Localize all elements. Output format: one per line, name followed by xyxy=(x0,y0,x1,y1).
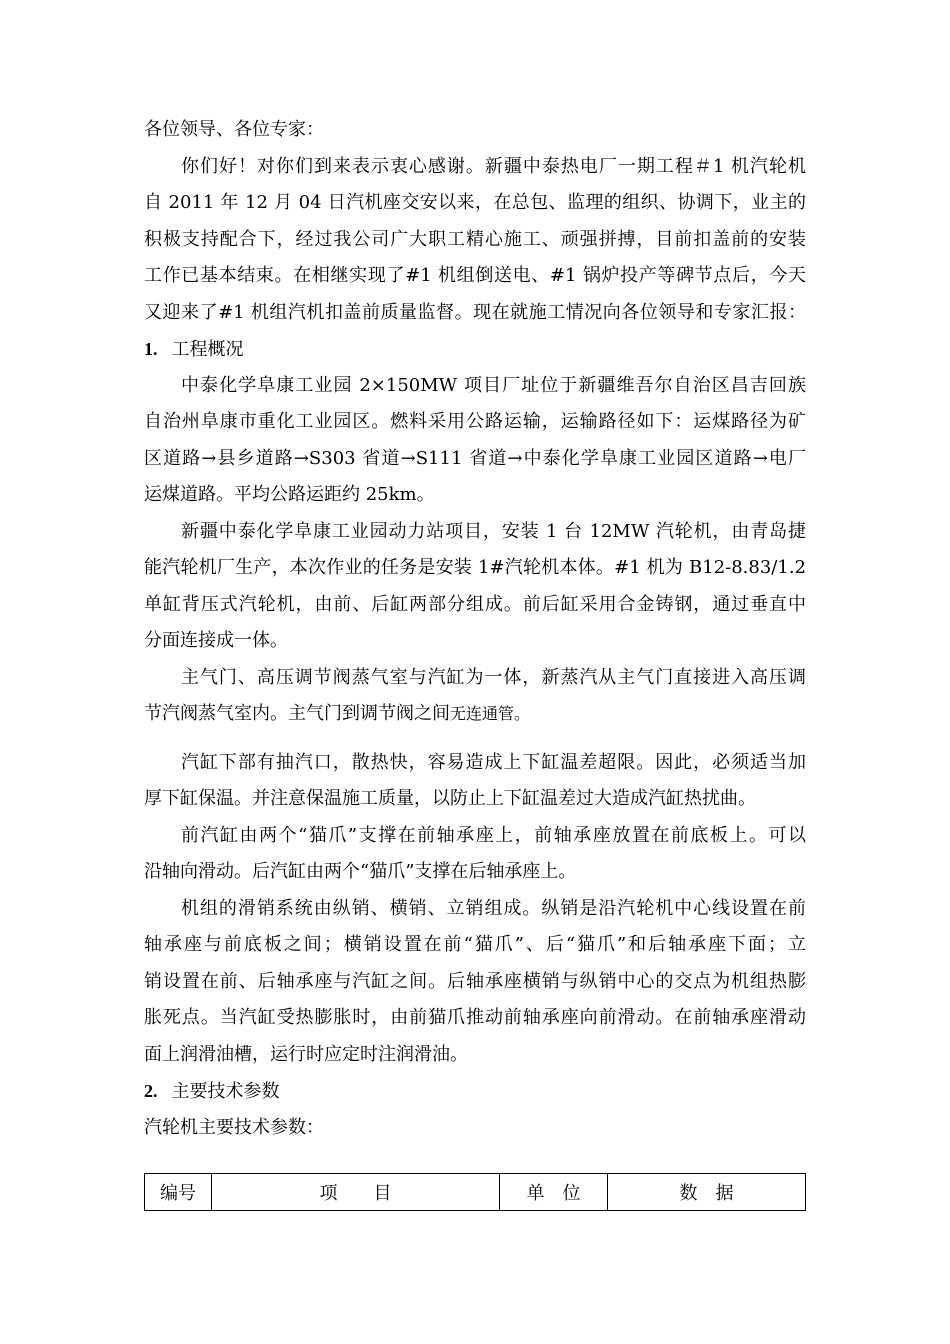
paragraph-line: 厚下缸保温。并注意保温施工质量，以防止上下缸温差过大造成汽缸热扰曲。 xyxy=(144,788,756,809)
salutation: 各位领导、各位专家： xyxy=(144,119,324,140)
paragraph-line xyxy=(144,696,806,733)
paragraph-line: 前汽缸由两个“猫爪”支撑在前轴承座上，前轴承座放置在前底板上。可以 xyxy=(181,824,806,846)
paragraph-line: 运煤道路。平均公路运距约 25km。 xyxy=(144,484,435,505)
paragraph-line: 主气门、高压调节阀蒸气室与汽缸为一体，新蒸汽从主气门直接进入高压调 xyxy=(181,666,806,688)
table-header-cell: 编号 xyxy=(145,1174,212,1211)
table-header-cell: 单 位 xyxy=(500,1174,608,1211)
intro-line: 自 2011 年 12 月 04 日汽机座交安以来，在总包、监理的组织、协调下，业主的 xyxy=(144,192,806,213)
section-title: 主要技术参数 xyxy=(171,1081,280,1102)
paragraph-line: 胀死点。当汽缸受热膨胀时，由前猫爪推动前轴承座向前滑动。在前轴承座滑动 xyxy=(144,1007,806,1028)
paragraph-line: 销设置在前、后轴承座与汽缸之间。后轴承座横销与纵销中心的交点为机组热膨 xyxy=(144,970,806,992)
intro-line: 积极支持配合下，经过我公司广大职工精心施工、顽强拼搏，目前扣盖前的安装 xyxy=(144,228,806,250)
paragraph-line: 沿轴向滑动。后汽缸由两个“猫爪”支撑在后轴承座上。 xyxy=(144,861,577,882)
paragraph-line: 区道路→县乡道路→S303 省道→S111 省道→中泰化学阜康工业园区道路→电厂 xyxy=(144,447,806,469)
paragraph-line: 自治州阜康市重化工业园区。燃料采用公路运输，运输路径如下：运煤路径为矿 xyxy=(144,411,806,432)
table-header-cell: 项 目 xyxy=(212,1174,500,1211)
section-number: 1. xyxy=(144,339,158,359)
section-2-heading xyxy=(144,1073,806,1110)
intro-line: 工作已基本结束。在相继实现了#1 机组倒送电、#1 锅炉投产等碑节点后，今天 xyxy=(144,265,806,286)
intro-line: 你们好！对你们到来表示衷心感谢。新疆中泰热电厂一期工程＃1 机汽轮机 xyxy=(181,155,806,177)
paragraph-line: 新疆中泰化学阜康工业园动力站项目，安装 1 台 12MW 汽轮机，由青岛捷 xyxy=(181,520,806,542)
paragraph-line: 轴承座与前底板之间；横销设置在前“猫爪”、后“猫爪”和后轴承座下面；立 xyxy=(144,934,806,955)
document-page xyxy=(144,112,806,1204)
paragraph-line: 机组的滑销系统由纵销、横销、立销组成。纵销是沿汽轮机中心线设置在前 xyxy=(181,897,806,919)
section-1-heading xyxy=(144,331,806,368)
paragraph-text-small: 无连通管。 xyxy=(450,704,531,723)
parameter-table xyxy=(144,1173,806,1211)
table-header-row xyxy=(145,1174,806,1211)
paragraph-line: 单缸背压式汽轮机，由前、后缸两部分组成。前后缸采用合金铸钢，通过垂直中 xyxy=(144,593,806,615)
paragraph-line: 中泰化学阜康工业园 2×150MW 项目厂址位于新疆维吾尔自治区昌吉回族 xyxy=(181,374,806,396)
intro-line: 又迎来了#1 机组汽机扣盖前质量监督。现在就施工情况向各位领导和专家汇报： xyxy=(144,301,806,323)
paragraph-line: 能汽轮机厂生产，本次作业的任务是安装 1#汽轮机本体。#1 机为 B12-8.83/1.2 xyxy=(144,557,806,578)
paragraph-line: 面上润滑油槽，运行时应定时注润滑油。 xyxy=(144,1043,468,1065)
paragraph-text: 节汽阀蒸气室内。主气门到调节阀之间 xyxy=(144,703,450,724)
paragraph-line: 分面连接成一体。 xyxy=(144,630,288,651)
section-title: 工程概况 xyxy=(171,339,244,360)
table-header-cell: 数 据 xyxy=(608,1174,806,1211)
table-caption: 汽轮机主要技术参数： xyxy=(144,1116,324,1138)
paragraph-line: 汽缸下部有抽汽口，散热快，容易造成上下缸温差超限。因此，必须适当加 xyxy=(181,751,806,773)
section-number: 2. xyxy=(144,1081,158,1101)
